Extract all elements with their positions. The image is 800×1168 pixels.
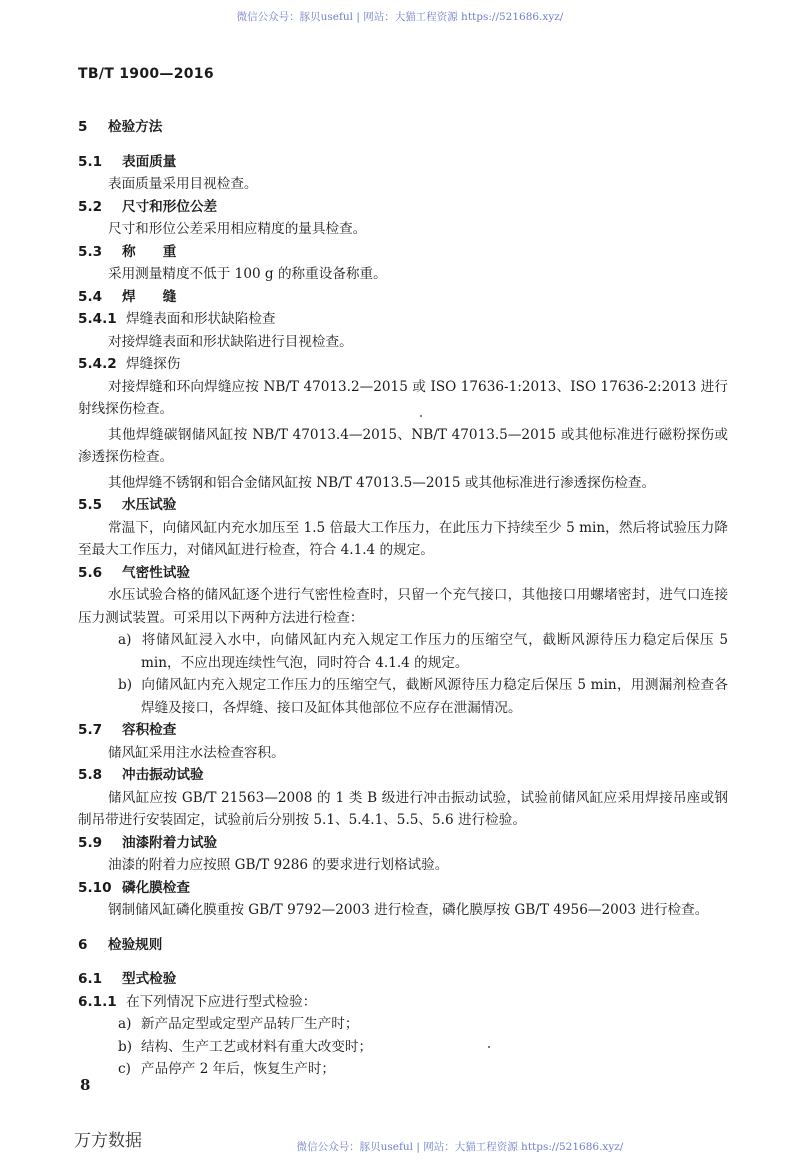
list-item: a) 将储风缸浸入水中，向储风缸内充入规定工作压力的压缩空气，截断风源待压力稳定后保压 5 min，不应出现连续性气泡，同时符合 4.1.4 的规定。 [118,632,728,671]
section-5-2-text: 尺寸和形位公差采用相应精度的量具检查。 [108,221,367,237]
scan-speck [420,415,422,417]
section-5-8-heading: 5.8 冲击振动试验 [78,767,204,783]
section-5-4-2-para-3: 其他焊缝不锈钢和铝合金储风缸按 NB/T 47013.5—2015 或其他标准进行渗透探伤检查。 [108,474,656,491]
section-5-8-text: 储风缸应按 GB/T 21563—2008 的 1 类 B 级进行冲击振动试验，试验前储风缸应采用焊接吊座或钢制吊带进行安装固定，试验前后分别按 5.1、5.4.1、5.5、5.6 进行检验。 [78,789,728,828]
list-item: a) 新产品定型或定型产品转厂生产时； [118,1016,359,1032]
section-5-4-2-para-1: 对接焊缝和环向焊缝应按 NB/T 47013.2—2015 或 ISO 17636-1:2013、ISO 17636-2:2013 进行射线探伤检查。 [78,378,728,417]
section-5-4-2-heading: 5.4.2 焊缝探伤 [78,356,181,372]
scan-speck [488,1046,490,1048]
source-mark: 万方数据 [74,1131,142,1151]
section-5-2-heading: 5.2 尺寸和形位公差 [78,198,218,215]
section-5-5-text: 常温下，向储风缸内充水加压至 1.5 倍最大工作压力，在此压力下持续至少 5 min，然后将试验压力降至最大工作压力，对储风缸进行检查，符合 4.1.4 的规定。 [78,519,728,558]
section-5-7-text: 储风缸采用注水法检查容积。 [108,744,285,761]
section-5-3-text: 采用测量精度不低于 100 g 的称重设备称重。 [108,266,387,282]
section-5-heading: 5 检验方法 [78,119,163,135]
section-6-1-1-heading: 6.1.1 在下列情况下应进行型式检验： [78,993,317,1010]
section-5-6-text: 水压试验合格的储风缸逐个进行气密性检查时，只留一个充气接口，其他接口用螺堵密封，进气口连接压力测试装置。可采用以下两种方法进行检查： [78,587,728,626]
section-5-1-text: 表面质量采用目视检查。 [108,176,258,192]
section-5-5-heading: 5.5 水压试验 [78,497,177,513]
section-6-1-heading: 6.1 型式检验 [78,971,177,987]
list-item: b) 结构、生产工艺或材料有重大改变时； [118,1038,373,1055]
section-5-9-heading: 5.9 油漆附着力试验 [78,834,218,851]
section-5-4-1-heading: 5.4.1 焊缝表面和形状缺陷检查 [78,311,276,327]
watermark-bottom: 微信公众号：豚贝useful | 网站：大猫工程资源 https://521686.xyz/ [296,1141,624,1153]
standard-code: TB/T 1900—2016 [78,66,214,82]
document-body [78,116,728,1081]
section-5-10-heading: 5.10 磷化膜检查 [78,879,190,896]
section-5-6-heading: 5.6 气密性试验 [78,564,190,581]
section-5-4-2-para-2: 其他焊缝碳钢储风缸按 NB/T 47013.4—2015、NB/T 47013.5—2015 或其他标准进行磁粉探伤或渗透探伤检查。 [78,426,728,465]
list-item: c) 产品停产 2 年后，恢复生产时； [118,1061,336,1077]
section-5-4-heading: 5.4 焊 缝 [78,288,177,305]
section-5-10-text: 钢制储风缸磷化膜重按 GB/T 9792—2003 进行检查，磷化膜厚按 GB/T 4956—2003 进行检查。 [108,902,709,918]
section-5-7-heading: 5.7 容积检查 [78,722,177,738]
watermark-top: 微信公众号：豚贝useful | 网站：大猫工程资源 https://521686.xyz/ [236,11,564,23]
page-number: 8 [80,1076,91,1094]
section-6-heading: 6 检验规则 [78,936,163,953]
section-5-1-heading: 5.1 表面质量 [78,153,177,170]
section-5-9-text: 油漆的附着力应按照 GB/T 9286 的要求进行划格试验。 [108,857,449,873]
list-item: b) 向储风缸内充入规定工作压力的压缩空气，截断风源待压力稳定后保压 5 min，用测漏剂检查各焊缝及接口，各焊缝、接口及缸体其他部位不应存在泄漏情况。 [118,677,728,716]
section-5-3-heading: 5.3 称 重 [78,243,177,260]
section-5-4-1-text: 对接焊缝表面和形状缺陷进行目视检查。 [108,333,353,350]
